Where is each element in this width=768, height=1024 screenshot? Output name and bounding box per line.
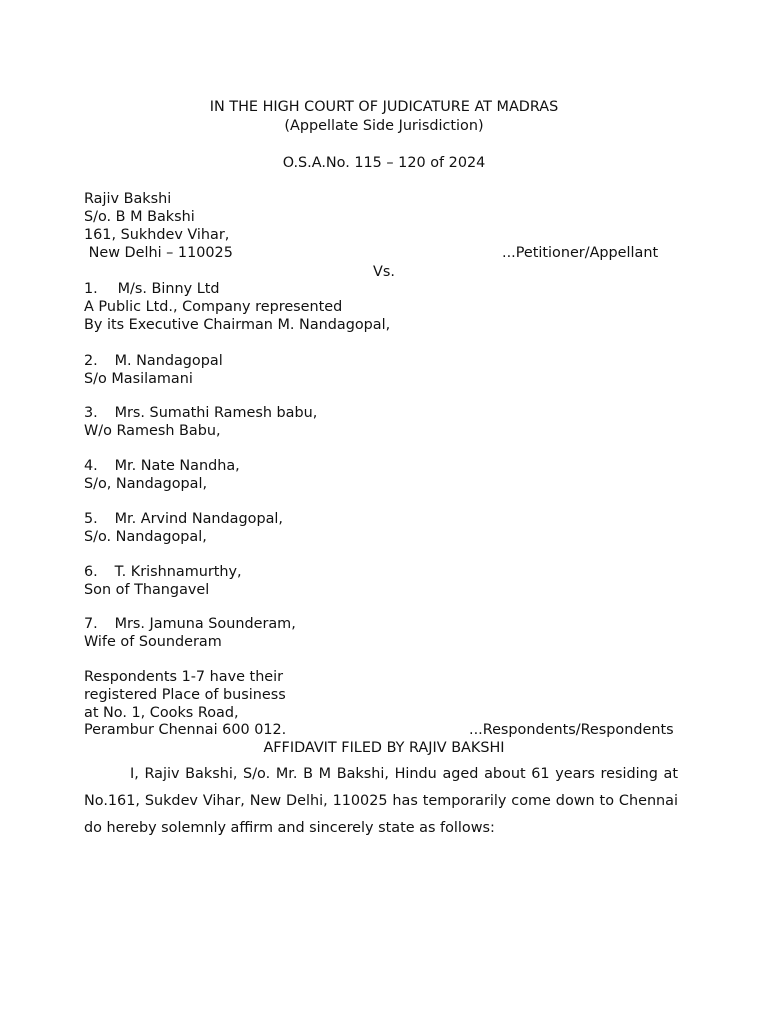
respondents-address-line: at No. 1, Cooks Road, [84,705,239,721]
respondent-2-detail: S/o Masilamani [84,371,193,387]
respondents-role: ...Respondents/Respondents [469,722,674,738]
respondent-number: 6. [84,564,98,580]
court-title: IN THE HIGH COURT OF JUDICATURE AT MADRAS [209,99,559,115]
respondent-7-heading [84,615,296,633]
respondent-4-detail: S/o, Nandagopal, [84,476,208,492]
respondent-number: 1. [84,281,98,297]
affidavit-body-text: I, Rajiv Bakshi, S/o. Mr. B M Bakshi, Hindu aged about 61 years residing at No.161, Sukdev Vihar, New Delhi, 110025 has temporarily come down to Chennai do hereby solemnly affirm and sincerely state as follows: [84,766,678,836]
petitioner-address-2: New Delhi – 110025 [84,245,233,261]
respondent-6-heading [84,563,242,581]
respondent-1-heading [84,280,220,298]
respondents-address-line: Perambur Chennai 600 012. [84,722,287,738]
respondent-4-heading [84,457,240,475]
petitioner-parent: S/o. B M Bakshi [84,209,195,225]
respondent-1-detail: By its Executive Chairman M. Nandagopal, [84,317,391,333]
respondent-6-detail: Son of Thangavel [84,582,210,598]
respondent-3-heading [84,404,317,422]
respondent-number: 2. [84,353,98,369]
petitioner-name: Rajiv Bakshi [84,191,172,207]
respondent-name: Mr. Arvind Nandagopal, [114,511,283,527]
versus-label: Vs. [373,264,395,280]
respondent-name: T. Krishnamurthy, [114,564,242,580]
case-number: O.S.A.No. 115 – 120 of 2024 [282,155,486,171]
respondent-number: 4. [84,458,98,474]
respondent-5-detail: S/o. Nandagopal, [84,529,207,545]
respondent-name: M/s. Binny Ltd [117,281,220,297]
respondent-name: Mr. Nate Nandha, [114,458,240,474]
respondent-name: M. Nandagopal [114,353,223,369]
respondent-name: Mrs. Sumathi Ramesh babu, [114,405,318,421]
respondent-number: 5. [84,511,98,527]
respondents-address-line: registered Place of business [84,687,286,703]
respondent-5-heading [84,510,283,528]
respondent-1-detail: A Public Ltd., Company represented [84,299,343,315]
respondent-name: Mrs. Jamuna Sounderam, [114,616,296,632]
respondent-number: 3. [84,405,98,421]
court-subtitle: (Appellate Side Jurisdiction) [284,118,484,134]
respondent-3-detail: W/o Ramesh Babu, [84,423,221,439]
respondent-2-heading [84,352,223,370]
respondent-7-detail: Wife of Sounderam [84,634,222,650]
respondent-number: 7. [84,616,98,632]
petitioner-address-1: 161, Sukhdev Vihar, [84,227,230,243]
petitioner-role: ...Petitioner/Appellant [502,245,659,261]
affidavit-heading: AFFIDAVIT FILED BY RAJIV BAKSHI [263,740,505,756]
affidavit-body [84,761,678,842]
respondents-address-line: Respondents 1-7 have their [84,669,284,685]
